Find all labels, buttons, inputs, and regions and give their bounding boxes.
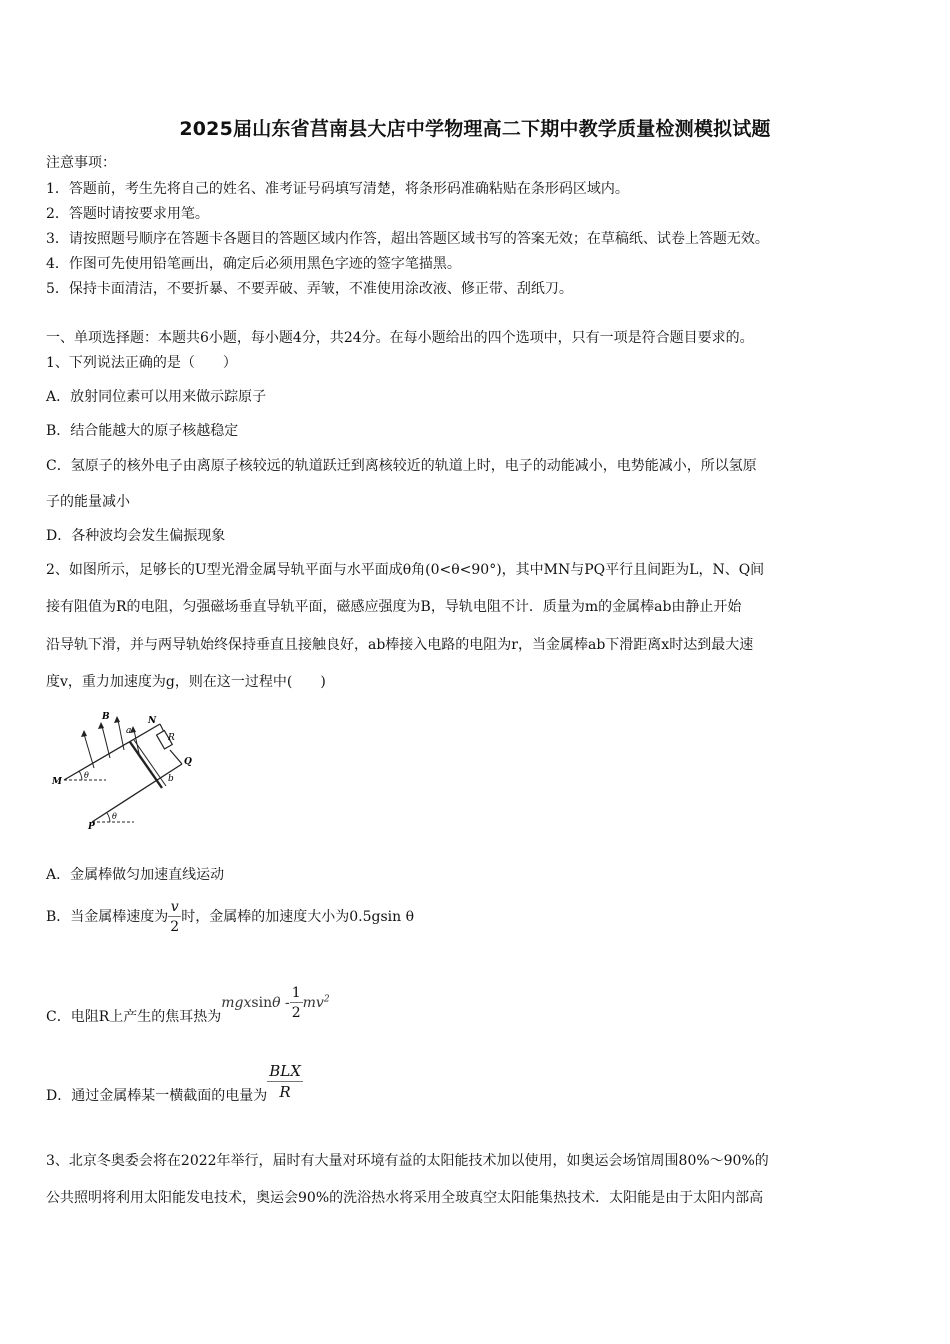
fraction-v-over-2 [168, 900, 181, 934]
section-heading: 一、单项选择题：本题共6小题，每小题4分，共24分。在每小题给出的四个选项中，只有一项是符合题目要求的。 [46, 330, 754, 346]
formula-mv: mv [302, 995, 324, 1011]
fraction-denominator: 2 [168, 916, 181, 934]
field-arrowhead [81, 730, 87, 737]
rail-pq [92, 764, 182, 822]
option-b-text-pre: B．当金属棒速度为 [46, 909, 169, 925]
field-arrow [118, 720, 124, 750]
question-1-option-c: C．氢原子的核外电子由离原子核较远的轨道跃迁到离核较近的轨道上时，电子的动能减小，电势能减小，所以氢原 [46, 458, 757, 474]
question-2-stem: 度v，重力加速度为g，则在这一过程中( ) [46, 674, 326, 690]
question-1-option-a: A．放射同位素可以用来做示踪原子 [46, 389, 267, 405]
formula-exponent: 2 [323, 994, 330, 1005]
question-1-option-b: B．结合能越大的原子核越稳定 [46, 423, 239, 439]
question-3-stem: 3、北京冬奥委会将在2022年举行，届时有大量对环境有益的太阳能技术加以使用，如奥运会场馆周围80%～90%的 [46, 1153, 769, 1169]
fraction-one-half [290, 986, 303, 1020]
option-d-text-pre: D．通过金属棒某一横截面的电量为 [46, 1088, 268, 1104]
notice-item: 2．答题时请按要求用笔。 [46, 206, 209, 222]
question-1-option-d: D．各种波均会发生偏振现象 [46, 528, 226, 544]
label-b-end: b [168, 774, 174, 784]
question-2-option-c [46, 986, 330, 1026]
fraction-numerator: v [170, 899, 179, 915]
label-a: a [126, 726, 132, 736]
fraction-blx-over-r [267, 1064, 303, 1100]
question-2-stem: 2、如图所示，足够长的U型光滑金属导轨平面与水平面成θ角(0<θ<90°)，其中MN与PQ平行且间距为L，N、Q间 [46, 562, 765, 578]
metal-bar-ab [130, 742, 162, 788]
label-m: M [52, 777, 62, 787]
angle-arc-p [107, 813, 110, 822]
notice-heading: 注意事项： [46, 155, 116, 171]
notice-item: 4．作图可先使用铅笔画出，确定后必须用黑色字迹的签字笔描黑。 [46, 256, 461, 272]
question-2-option-b [46, 900, 414, 934]
fraction-denominator: 2 [290, 1002, 303, 1020]
label-n: N [148, 716, 157, 726]
question-2-option-d [46, 1064, 303, 1105]
question-1-option-c-cont: 子的能量减小 [46, 494, 130, 510]
field-arrow [84, 734, 94, 768]
formula-theta-minus: θ - [272, 995, 290, 1011]
angle-arc-m [79, 771, 82, 780]
notice-item: 1．答题前，考生先将自己的姓名、准考证号码填写清楚，将条形码准确粘贴在条形码区域内。 [46, 181, 629, 197]
question-2-option-a: A．金属棒做匀加速直线运动 [46, 867, 225, 883]
field-arrow [102, 726, 110, 758]
label-b-field: B [102, 712, 110, 722]
field-arrowhead [98, 722, 104, 729]
field-arrowhead [114, 716, 120, 723]
notice-item: 3．请按照题号顺序在答题卡各题目的答题区域内作答，超出答题区域书写的答案无效；在草稿纸、试卷上答题无效。 [46, 231, 769, 247]
notice-item: 5．保持卡面清洁，不要折暴、不要弄破、弄皱，不准使用涂改液、修正带、刮纸刀。 [46, 281, 573, 297]
question-2-stem: 沿导轨下滑，并与两导轨始终保持垂直且接触良好，ab棒接入电路的电阻为r，当金属棒ab下滑距离x时达到最大速 [46, 637, 754, 653]
option-b-text-post: 时，金属棒的加速度大小为0.5gsin θ [181, 909, 415, 925]
label-p: P [88, 822, 95, 832]
option-c-text-pre: C．电阻R上产生的焦耳热为 [46, 1009, 222, 1025]
fraction-numerator: 1 [291, 985, 301, 1001]
label-r: R [168, 733, 175, 743]
rail-mn [64, 724, 160, 780]
formula-sin: sin [251, 995, 273, 1011]
fraction-numerator: BLX [269, 1062, 301, 1080]
wire-nq-bottom [170, 750, 182, 764]
page-title: 2025届山东省莒南县大店中学物理高二下期中教学质量检测模拟试题 [179, 118, 771, 140]
label-q: Q [184, 757, 192, 767]
label-theta-m: θ [84, 771, 89, 780]
label-theta-p: θ [112, 812, 117, 821]
question-2-stem: 接有阻值为R的电阻，匀强磁场垂直导轨平面，磁感应强度为B，导轨电阻不计．质量为m的金属棒ab由静止开始 [46, 599, 742, 615]
inclined-rail-diagram [48, 706, 208, 836]
metal-bar-ab-edge [134, 740, 166, 786]
question-3-stem: 公共照明将利用太阳能发电技术，奥运会90%的洗浴热水将采用全玻真空太阳能集热技术．太阳能是由于太阳内部高 [46, 1190, 764, 1206]
fraction-denominator: R [267, 1081, 303, 1100]
formula-mgx: mgx [221, 995, 252, 1011]
question-1-stem: 1、下列说法正确的是（ ） [46, 355, 237, 371]
